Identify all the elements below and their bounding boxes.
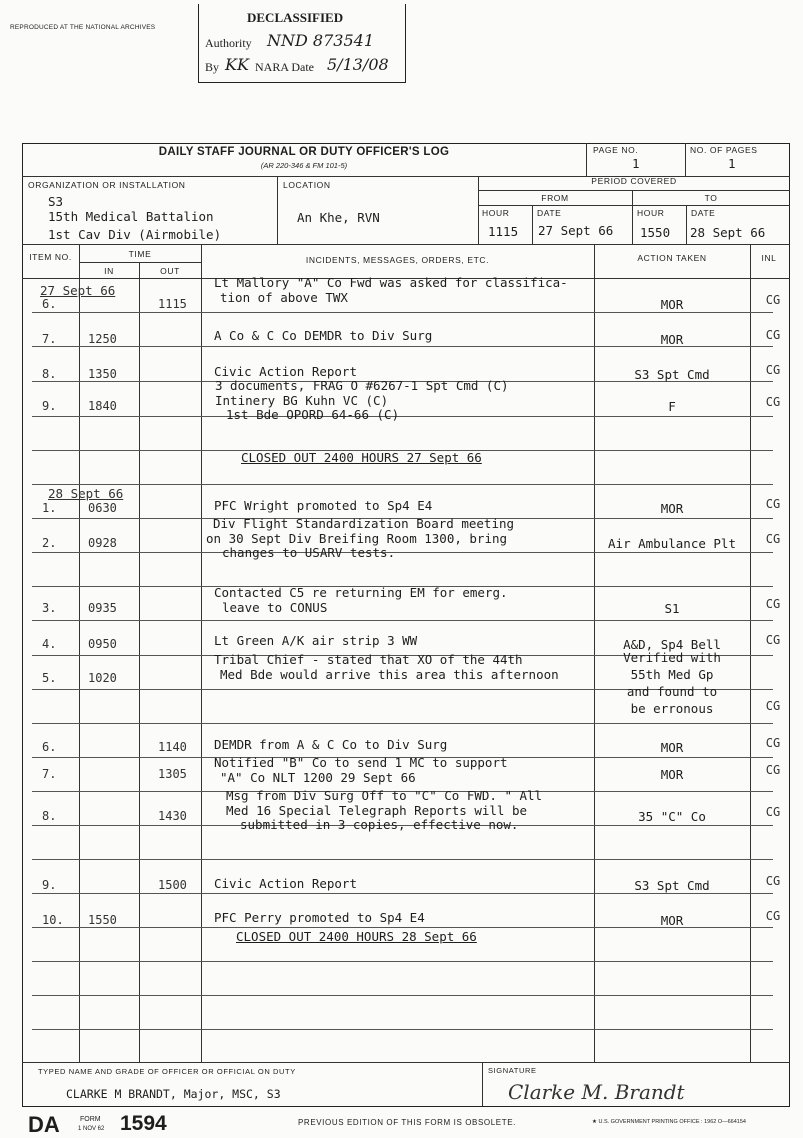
entry-text-line: Msg from Div Surg Off to "C" Co FWD. " All xyxy=(226,788,543,803)
rule-line xyxy=(32,552,773,553)
action-taken: A&D, Sp4 Bell xyxy=(623,637,721,652)
col-out-label: OUT xyxy=(160,266,180,276)
closed-out-note: CLOSED OUT 2400 HOURS 27 Sept 66 xyxy=(241,450,482,465)
rule-line xyxy=(32,723,773,724)
org-line-2: 15th Medical Battalion xyxy=(48,209,214,224)
action-taken: MOR xyxy=(660,501,684,516)
typed-name: CLARKE M BRANDT, Major, MSC, S3 xyxy=(66,1087,281,1101)
entry-text-line: "A" Co NLT 1200 29 Sept 66 xyxy=(220,769,416,785)
form-title: DAILY STAFF JOURNAL OR DUTY OFFICER'S LOG xyxy=(158,146,450,158)
reproduced-notice: REPRODUCED AT THE NATIONAL ARCHIVES xyxy=(10,24,156,31)
to-label: TO xyxy=(704,193,718,203)
entry-text-line: 3 documents, FRAG O #6267-1 Spt Cmd (C) xyxy=(215,378,509,393)
from-hour-label: HOUR xyxy=(482,208,510,218)
item-number: 4. xyxy=(42,637,57,651)
time-in: 1020 xyxy=(88,671,117,685)
initials: CG xyxy=(765,874,781,888)
time-in: 1550 xyxy=(88,913,117,927)
action-taken: F xyxy=(668,399,676,414)
entry-text-line: Civic Action Report xyxy=(214,876,357,891)
col-action-label: ACTION TAKEN xyxy=(637,253,707,263)
rule-line xyxy=(32,1029,773,1030)
initials: CG xyxy=(765,395,781,409)
item-number: 3. xyxy=(42,601,57,615)
initials: CG xyxy=(765,597,781,611)
entry-text-line: tion of above TWX xyxy=(220,289,348,305)
time-out: 1305 xyxy=(158,767,187,781)
initials: CG xyxy=(765,328,781,342)
item-number: 1. xyxy=(42,501,57,515)
location-label: LOCATION xyxy=(283,180,331,190)
initials: CG xyxy=(765,497,781,511)
page-no-label: PAGE NO. xyxy=(593,145,639,155)
time-in: 0935 xyxy=(88,601,117,615)
action-taken: MOR xyxy=(660,297,684,312)
time-in: 1840 xyxy=(88,399,117,413)
no-pages-label: NO. OF PAGES xyxy=(690,145,758,155)
col-in-label: IN xyxy=(104,266,114,276)
entry-text-line: Lt Mallory "A" Co Fwd was asked for classifica- xyxy=(214,275,568,290)
time-out: 1115 xyxy=(158,297,187,311)
authority-label: Authority xyxy=(205,36,252,50)
initials: CG xyxy=(765,633,781,647)
time-in: 0928 xyxy=(88,536,117,550)
action-taken: S3 Spt Cmd xyxy=(634,878,710,893)
no-pages: 1 xyxy=(728,156,736,171)
org-line-3: 1st Cav Div (Airmobile) xyxy=(48,227,222,242)
entry-text-line: Med Bde would arrive this area this afternoon xyxy=(220,666,559,682)
action-taken: 35 "C" Co xyxy=(638,809,706,824)
initials: CG xyxy=(765,293,781,307)
to-date: 28 Sept 66 xyxy=(690,225,766,240)
form-word: FORM xyxy=(80,1116,101,1123)
nara-date-value: 5/13/08 xyxy=(327,55,389,74)
to-hour: 1550 xyxy=(640,225,671,240)
item-number: 5. xyxy=(42,671,57,685)
form-da: DA xyxy=(28,1112,60,1137)
closed-out-note: CLOSED OUT 2400 HOURS 28 Sept 66 xyxy=(236,929,477,944)
entry-text-line: DEMDR from A & C Co to Div Surg xyxy=(214,737,448,752)
page-no: 1 xyxy=(632,156,640,171)
entry-text-line: leave to CONUS xyxy=(222,599,328,615)
form-date: 1 NOV 62 xyxy=(78,1126,105,1132)
entry-text-line: A Co & C Co DEMDR to Div Surg xyxy=(214,328,433,343)
action-taken-line: and found to xyxy=(626,684,718,699)
entry-text-line: 1st Bde OPORD 64-66 (C) xyxy=(226,407,400,422)
action-taken: MOR xyxy=(660,767,684,782)
item-number: 2. xyxy=(42,536,57,550)
typed-name-label: TYPED NAME AND GRADE OF OFFICER OR OFFICIAL ON DUTY xyxy=(38,1067,296,1076)
form-number: 1594 xyxy=(120,1112,167,1135)
initials: CG xyxy=(765,736,781,750)
col-incidents-label: INCIDENTS, MESSAGES, ORDERS, ETC. xyxy=(305,255,490,265)
from-hour: 1115 xyxy=(488,224,519,239)
item-number: 8. xyxy=(42,809,57,823)
period-label: PERIOD COVERED xyxy=(591,176,677,186)
entry-text-line: Civic Action Report xyxy=(214,364,357,379)
time-out: 1430 xyxy=(158,809,187,823)
action-taken-line: be erronous xyxy=(630,701,714,716)
from-date-label: DATE xyxy=(537,208,562,218)
by-label: By xyxy=(205,60,220,74)
from-date: 27 Sept 66 xyxy=(538,223,614,238)
action-taken-line: Verified with xyxy=(623,650,721,665)
signature: Clarke M. Brandt xyxy=(508,1080,685,1104)
by-value: KK xyxy=(225,55,249,74)
entry-text-line: Lt Green A/K air strip 3 WW xyxy=(214,633,418,648)
col-item-label: ITEM NO. xyxy=(29,252,72,262)
action-taken: S1 xyxy=(664,601,680,616)
action-taken-line: 55th Med Gp xyxy=(630,667,714,682)
date-header: 28 Sept 66 xyxy=(48,486,124,501)
item-number: 10. xyxy=(42,913,64,927)
rule-line xyxy=(32,484,773,485)
action-taken: MOR xyxy=(660,332,684,347)
item-number: 6. xyxy=(42,740,57,754)
location-value: An Khe, RVN xyxy=(297,210,380,225)
item-number: 6. xyxy=(42,297,57,311)
date-header: 27 Sept 66 xyxy=(40,283,116,298)
to-hour-label: HOUR xyxy=(637,208,665,218)
action-taken: S3 Spt Cmd xyxy=(634,367,710,382)
declassified-title: DECLASSIFIED xyxy=(247,10,344,25)
item-number: 7. xyxy=(42,332,57,346)
initials: CG xyxy=(765,363,781,377)
entry-text-line: Intinery BG Kuhn VC (C) xyxy=(215,392,389,408)
time-out: 1140 xyxy=(158,740,187,754)
col-time-label: TIME xyxy=(128,249,152,259)
org-label: ORGANIZATION OR INSTALLATION xyxy=(28,180,186,190)
initials: CG xyxy=(765,909,781,923)
rule-line xyxy=(32,893,773,894)
entry-text-line: submitted in 3 copies, effective now. xyxy=(240,817,519,832)
org-line-1: S3 xyxy=(48,194,64,209)
rule-line xyxy=(32,620,773,621)
authority-value: NND 873541 xyxy=(267,31,374,50)
time-in: 1250 xyxy=(88,332,117,346)
initials: CG xyxy=(765,699,781,713)
previous-edition-note: PREVIOUS EDITION OF THIS FORM IS OBSOLETE. xyxy=(298,1118,516,1127)
action-taken: MOR xyxy=(660,913,684,928)
declassified-stamp xyxy=(198,4,406,83)
time-in: 0950 xyxy=(88,637,117,651)
signature-label: SIGNATURE xyxy=(488,1066,537,1075)
action-taken: MOR xyxy=(660,740,684,755)
rule-line xyxy=(32,312,773,313)
entry-text-line: Med 16 Special Telegraph Reports will be xyxy=(226,802,528,818)
gpo-note: ★ U.S. GOVERNMENT PRINTING OFFICE : 1962 O—664154 xyxy=(592,1119,746,1125)
from-label: FROM xyxy=(541,193,569,203)
initials: CG xyxy=(765,763,781,777)
item-number: 9. xyxy=(42,399,57,413)
entry-text-line: Notified "B" Co to send 1 MC to support xyxy=(214,755,508,770)
rule-line xyxy=(32,995,773,996)
to-date-label: DATE xyxy=(691,208,716,218)
col-inl-label: INL xyxy=(761,253,777,263)
time-out: 1500 xyxy=(158,878,187,892)
entry-text-line: changes to USARV tests. xyxy=(222,545,396,560)
time-in: 1350 xyxy=(88,367,117,381)
entry-text-line: PFC Perry promoted to Sp4 E4 xyxy=(214,910,425,925)
initials: CG xyxy=(765,805,781,819)
entry-text-line: Tribal Chief - stated that XO of the 44th xyxy=(214,652,523,667)
entry-text-line: Contacted C5 re returning EM for emerg. xyxy=(214,585,508,600)
item-number: 7. xyxy=(42,767,57,781)
rule-line xyxy=(32,961,773,962)
entry-text-line: Div Flight Standardization Board meeting xyxy=(213,516,515,531)
initials: CG xyxy=(765,532,781,546)
form-regulation: (AR 220-346 & FM 101-5) xyxy=(260,161,348,170)
action-taken: Air Ambulance Plt xyxy=(608,536,736,551)
entry-text-line: PFC Wright promoted to Sp4 E4 xyxy=(214,498,433,513)
item-number: 9. xyxy=(42,878,57,892)
rule-line xyxy=(32,859,773,860)
entry-text-line: on 30 Sept Div Breifing Room 1300, bring xyxy=(206,530,508,546)
time-in: 0630 xyxy=(88,501,117,515)
item-number: 8. xyxy=(42,367,57,381)
nara-date-label: NARA Date xyxy=(255,60,314,74)
rule-line xyxy=(32,416,773,417)
